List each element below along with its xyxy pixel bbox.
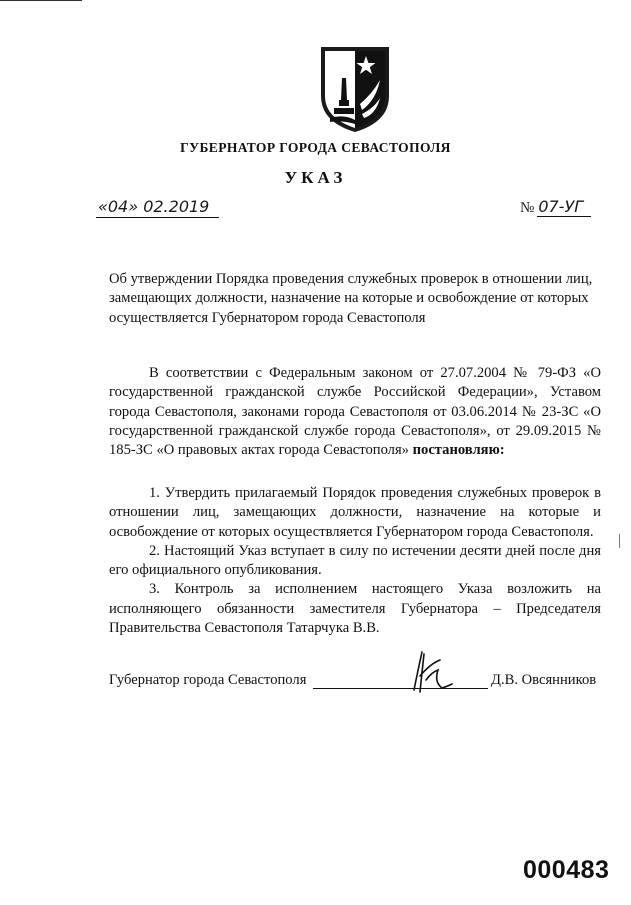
handwritten-signature xyxy=(400,650,460,694)
preamble-text: В соответствии с Федеральным законом от 27.07.2004 № 79-ФЗ «О государственной гражданской службе Российской Федерации», Уставом города Севастополя, законами города Севастополя от 03.06.2014 № 23-ЗС «О государственной гражданской службе города Севастополя», от 29.09.2015 № 185-ЗС «О правовых актах города Севастополя» xyxy=(109,365,601,459)
margin-mark xyxy=(619,534,620,548)
signatory-position: Губернатор города Севастополя xyxy=(109,672,307,688)
decree-item-3: 3. Контроль за исполнением настоящего Указа возложить на исполняющего обязанности заместителя Губернатора – Председателя Правительства Севастополя Татарчука В.В. xyxy=(109,581,601,637)
decree-items xyxy=(109,484,601,638)
document-type: УКАЗ xyxy=(284,168,347,187)
decree-item-1: 1. Утвердить прилагаемый Порядок проведения служебных проверок в отношении лиц, замещающих должности, назначение на которые и освобождение от которых осуществляется Губернатором города Севастополя. xyxy=(109,485,601,540)
decree-preamble xyxy=(109,364,601,460)
document-number-value: 07-УГ xyxy=(537,197,591,217)
document-number xyxy=(520,197,591,218)
coat-of-arms-emblem xyxy=(316,44,394,134)
document-date: «04» 02.2019 xyxy=(96,197,219,218)
registration-number: 000483 xyxy=(523,856,610,884)
issuing-authority: ГУБЕРНАТОР ГОРОДА СЕВАСТОПОЛЯ xyxy=(180,140,451,155)
decree-item-2: 2. Настоящий Указ вступает в силу по истечении десяти дней после дня его официального опубликования. xyxy=(109,542,601,579)
top-edge-line xyxy=(0,0,82,1)
number-sign: № xyxy=(520,200,535,216)
signatory-name: Д.В. Овсянников xyxy=(491,672,597,688)
decree-word: постановляю: xyxy=(412,442,505,459)
decree-subject: Об утверждении Порядка проведения служебных проверок в отношении лиц, замещающих должности, назначение на которые и освобождение от которых осуществляется Губернатором города Севастополя xyxy=(109,271,593,326)
